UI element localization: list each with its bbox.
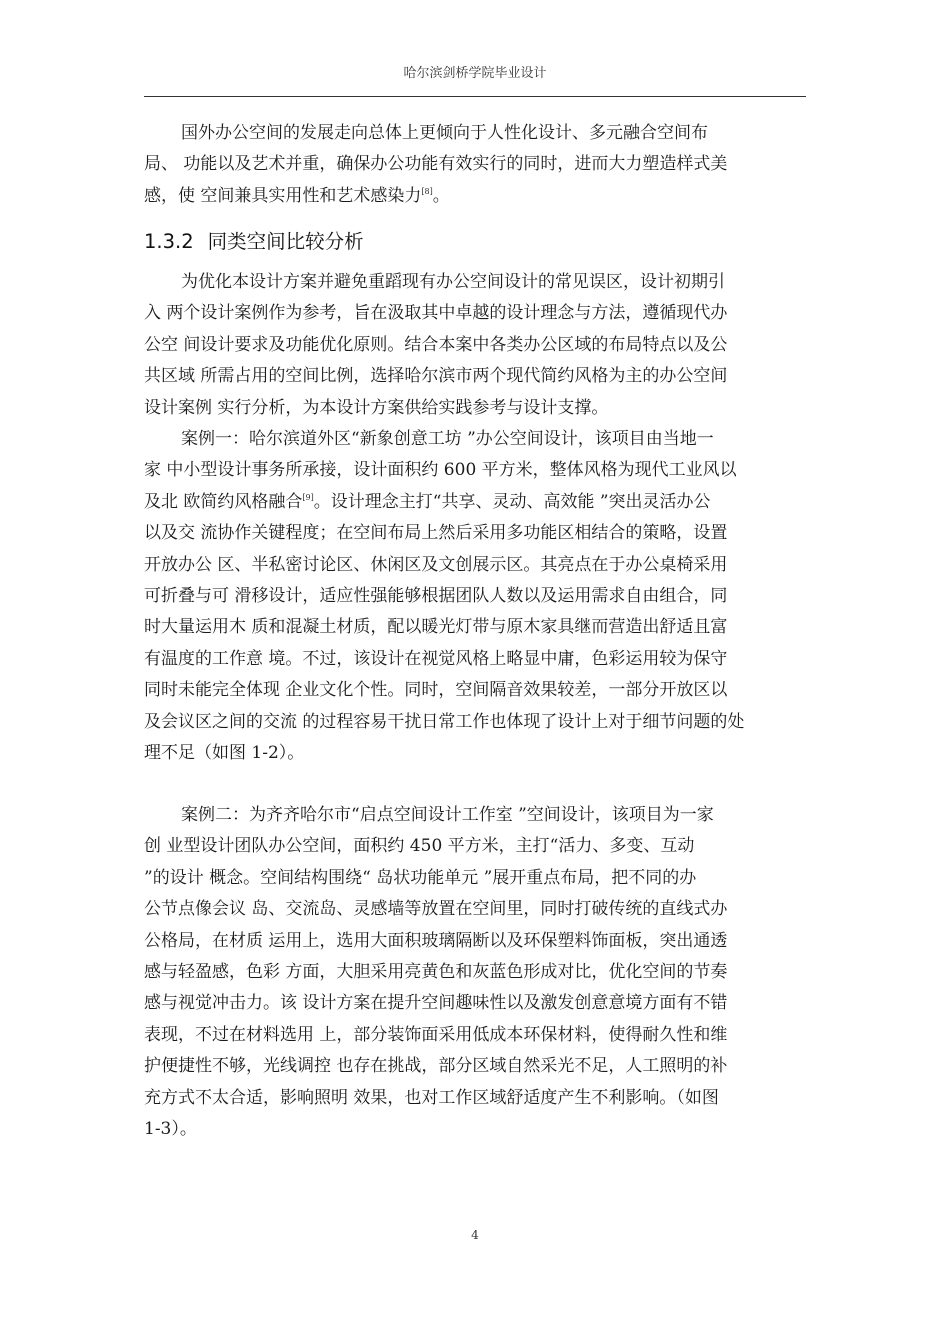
paragraph-method xyxy=(144,267,812,424)
text-line: 及会议区之间的交流 的过程容易干扰日常工作也体现了设计上对于细节问题的处 xyxy=(144,711,745,732)
text-line: 可折叠与可 滑移设计，适应性强能够根据团队人数以及运用需求自由组合，同 xyxy=(144,585,728,606)
text-line: 以及交 流协作关键程度；在空间布局上然后采用多功能区相结合的策略，设置 xyxy=(144,523,728,544)
text-line: 家 中小型设计事务所承接，设计面积约 600 平方米，整体风格为现代工业风以 xyxy=(144,460,737,481)
paragraph-case-two xyxy=(144,800,812,1145)
text-line: 案例一：哈尔滨道外区“新象创意工坊 ”办公空间设计，该项目由当地一 xyxy=(181,429,714,449)
text-segment: 及北 欧简约风格融合 xyxy=(144,491,303,512)
section-title: 同类空间比较分析 xyxy=(207,230,364,253)
text-line: 公节点像会议 岛、交流岛、灵感墙等放置在空间里，同时打破传统的直线式办 xyxy=(144,899,728,920)
text-line: 案例二：为齐齐哈尔市“启点空间设计工作室 ”空间设计，该项目为一家 xyxy=(181,805,714,825)
text-line: 局、 功能以及艺术并重，确保办公功能有效实行的同时，进而大力塑造样式美 xyxy=(144,154,728,175)
paragraph-case-one xyxy=(144,424,812,769)
paragraph-intro xyxy=(144,118,812,212)
text-line: ”的设计 概念。空间结构围绕“ 岛状功能单元 ”展开重点布局，把不同的办 xyxy=(144,867,697,888)
citation: [9] xyxy=(302,492,314,502)
text-line: 理不足（如图 1-2）。 xyxy=(144,742,305,763)
section-number: 1.3.2 xyxy=(144,230,194,253)
text-line xyxy=(144,181,812,212)
text-line: 设计案例 实行分析，为本设计方案供给实践参考与设计支撑。 xyxy=(144,397,609,418)
text-line: 共区域 所需占用的空间比例，选择哈尔滨市两个现代简约风格为主的办公空间 xyxy=(144,366,728,387)
text-line: 公格局，在材质 运用上，选用大面积玻璃隔断以及环保塑料饰面板，突出通透 xyxy=(144,930,728,951)
text-line: 感与视觉冲击力。该 设计方案在提升空间趣味性以及激发创意意境方面有不错 xyxy=(144,993,728,1014)
citation: [8] xyxy=(421,186,433,196)
section-heading xyxy=(144,226,364,254)
text-segment: 感，使 空间兼具实用性和艺术感染力 xyxy=(144,185,422,206)
page-number: 4 xyxy=(471,1228,479,1242)
text-line: 时大量运用木 质和混凝土材质，配以暖光灯带与原木家具继而营造出舒适且富 xyxy=(144,617,728,638)
text-line: 公空 间设计要求及功能优化原则。结合本案中各类办公区域的布局特点以及公 xyxy=(144,334,728,355)
text-line: 创 业型设计团队办公空间，面积约 450 平方米，主打“活力、多变、互动 xyxy=(144,836,695,857)
text-line: 国外办公空间的发展走向总体上更倾向于人性化设计、多元融合空间布 xyxy=(181,123,708,143)
text-line: 为优化本设计方案并避免重蹈现有办公空间设计的常见误区，设计初期引 xyxy=(181,272,725,292)
text-line: 入 两个设计案例作为参考，旨在汲取其中卓越的设计理念与方法，遵循现代办 xyxy=(144,303,728,324)
text-line: 同时未能完全体现 企业文化个性。同时，空间隔音效果较差，一部分开放区以 xyxy=(144,680,728,701)
header-rule xyxy=(144,96,806,97)
text-segment: 。 xyxy=(432,185,450,206)
text-line: 1-3）。 xyxy=(144,1118,197,1139)
text-segment: 。设计理念主打“共享、灵动、高效能 ”突出灵活办公 xyxy=(313,491,711,512)
text-line: 感与轻盈感，色彩 方面，大胆采用亮黄色和灰蓝色形成对比，优化空间的节奏 xyxy=(144,961,728,982)
text-line: 护便捷性不够，光线调控 也存在挑战，部分区域自然采光不足，人工照明的补 xyxy=(144,1056,728,1077)
text-line: 有温度的工作意 境。不过，该设计在视觉风格上略显中庸，色彩运用较为保守 xyxy=(144,648,728,669)
text-line: 开放办公 区、半私密讨论区、休闲区及文创展示区。其亮点在于办公桌椅采用 xyxy=(144,554,728,575)
text-line: 充方式不太合适，影响照明 效果，也对工作区域舒适度产生不利影响。（如图 xyxy=(144,1087,719,1108)
page-header: 哈尔滨剑桥学院毕业设计 xyxy=(403,66,547,81)
text-line: 表现，不过在材料选用 上，部分装饰面采用低成本环保材料，使得耐久性和维 xyxy=(144,1024,728,1045)
text-line xyxy=(144,487,812,518)
